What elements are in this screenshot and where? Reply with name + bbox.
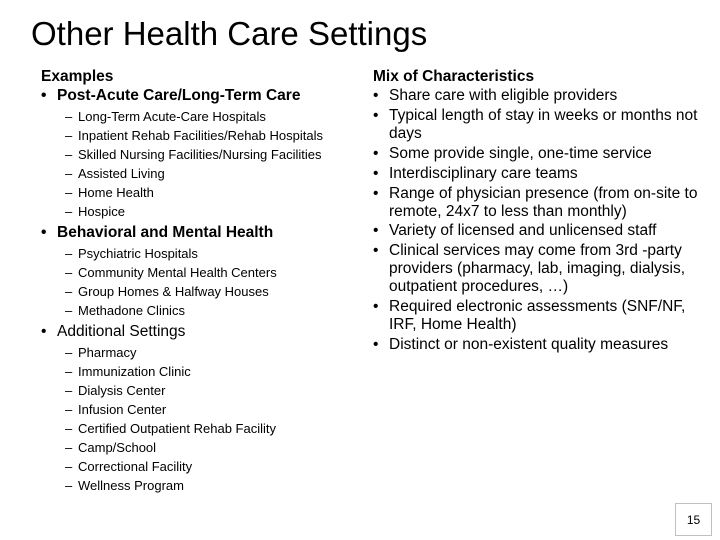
- list-item: – Assisted Living: [65, 166, 165, 181]
- list-item: – Certified Outpatient Rehab Facility: [65, 421, 276, 436]
- list-item: – Wellness Program: [65, 478, 184, 493]
- list-item: • Range of physician presence (from on-site to remote, 24x7 to less than monthly): [373, 184, 698, 220]
- section-behavioral: [41, 224, 359, 241]
- list-item: – Home Health: [65, 185, 154, 200]
- list-item: – Skilled Nursing Facilities/Nursing Facilities: [65, 147, 322, 162]
- list-item: • Required electronic assessments (SNF/NF, IRF, Home Health): [373, 298, 686, 334]
- bullet-icon: •: [373, 184, 379, 202]
- list-item: – Immunization Clinic: [65, 364, 191, 379]
- section-additional: [41, 323, 359, 340]
- page-number: 15: [675, 503, 712, 536]
- bullet-icon: •: [373, 164, 379, 182]
- bullet-icon: •: [373, 222, 379, 240]
- list-item: – Inpatient Rehab Facilities/Rehab Hospitals: [65, 128, 323, 143]
- list-item: – Methadone Clinics: [65, 303, 185, 318]
- examples-column: [41, 66, 359, 498]
- additional-list: [41, 345, 359, 494]
- bullet-icon: •: [373, 87, 379, 104]
- list-item: • Variety of licensed and unlicensed staff: [373, 222, 657, 240]
- bullet-icon: •: [373, 336, 379, 354]
- characteristics-heading: Mix of Characteristics: [373, 68, 535, 85]
- bullet-icon: •: [373, 106, 379, 124]
- behavioral-list: [41, 246, 359, 319]
- bullet-icon: •: [41, 323, 47, 340]
- characteristics-column: [373, 66, 703, 356]
- list-item: – Hospice: [65, 204, 125, 219]
- bullet-icon: •: [373, 242, 379, 260]
- list-item: – Infusion Center: [65, 402, 167, 417]
- list-item: – Correctional Facility: [65, 459, 193, 474]
- section-post-acute: [41, 87, 359, 104]
- list-item: • Clinical services may come from 3rd -party providers (pharmacy, lab, imaging, dialysis, outpatient procedures, …): [373, 242, 686, 296]
- list-item: • Typical length of stay in weeks or months not days: [373, 106, 698, 142]
- list-item: – Long-Term Acute-Care Hospitals: [65, 109, 266, 124]
- section-label: Post-Acute Care/Long-Term Care: [57, 87, 301, 104]
- list-item: – Group Homes & Halfway Houses: [65, 284, 269, 299]
- list-item: • Interdisciplinary care teams: [373, 164, 578, 182]
- list-item: • Distinct or non-existent quality measures: [373, 336, 669, 354]
- list-item: • Some provide single, one-time service: [373, 144, 652, 162]
- post-acute-list: [41, 109, 359, 220]
- list-item: – Camp/School: [65, 440, 157, 455]
- list-item: – Pharmacy: [65, 345, 137, 360]
- list-item: – Community Mental Health Centers: [65, 265, 277, 280]
- section-label: Additional Settings: [57, 323, 186, 340]
- list-item: • Share care with eligible providers: [373, 87, 618, 104]
- slide-title: Other Health Care Settings: [31, 15, 428, 52]
- bullet-icon: •: [373, 144, 379, 162]
- list-item: – Psychiatric Hospitals: [65, 246, 198, 261]
- examples-heading: Examples: [41, 68, 114, 85]
- list-item: – Dialysis Center: [65, 383, 166, 398]
- section-label: Behavioral and Mental Health: [57, 224, 274, 241]
- bullet-icon: •: [41, 224, 47, 241]
- bullet-icon: •: [373, 298, 379, 316]
- bullet-icon: •: [41, 87, 47, 104]
